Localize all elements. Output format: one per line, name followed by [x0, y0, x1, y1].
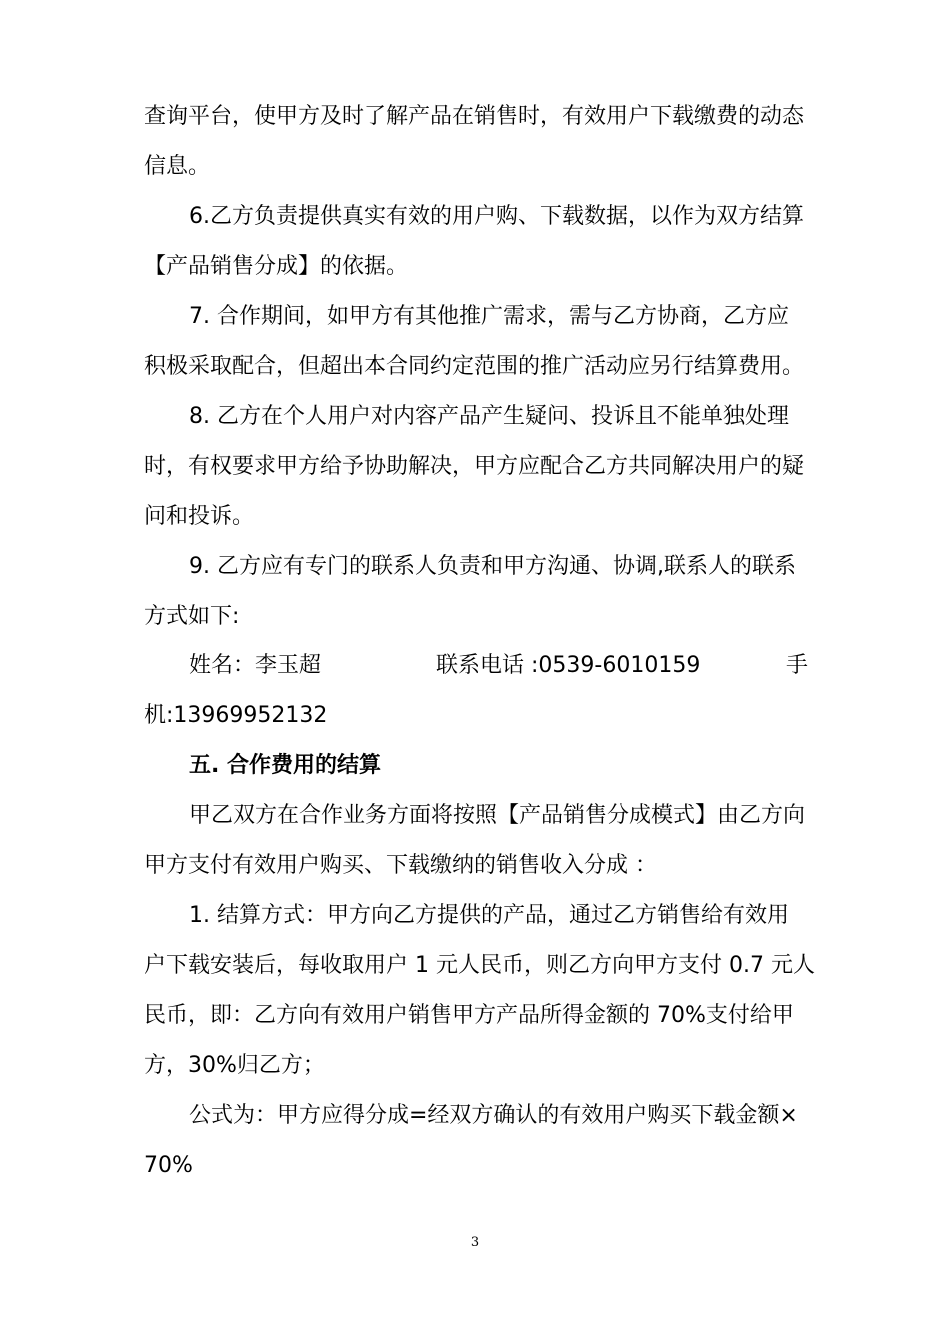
section-paragraph-line: 甲乙双方在合作业务方面将按照【产品销售分成模式】由乙方向	[189, 803, 806, 828]
contact-mobile: 机:13969952132	[144, 703, 328, 728]
clause-6-line: 6.乙方负责提供真实有效的用户购、下载数据，以作为双方结算	[189, 204, 804, 229]
clause-7-line: 积极采取配合，但超出本合同约定范围的推广活动应另行结算费用。	[144, 354, 805, 379]
settlement-method-line: 民币，即：乙方向有效用户销售甲方产品所得金额的 70%支付给甲	[144, 1003, 794, 1028]
clause-8-line: 问和投诉。	[144, 504, 255, 529]
clause-6-line: 【产品销售分成】的依据。	[144, 254, 409, 279]
settlement-method-line: 1. 结算方式：甲方向乙方提供的产品，通过乙方销售给有效用	[189, 903, 789, 928]
formula-line: 70%	[144, 1153, 193, 1178]
clause-8-line: 时，有权要求甲方给予协助解决，甲方应配合乙方共同解决用户的疑	[144, 454, 805, 479]
settlement-method-line: 户下载安装后，每收取用户 1 元人民币，则乙方向甲方支付 0.7 元人	[144, 953, 815, 978]
section-paragraph-line: 甲方支付有效用户购买、下载缴纳的销售收入分成 ：	[144, 853, 657, 878]
paragraph-line: 查询平台，使甲方及时了解产品在销售时，有效用户下载缴费的动态	[144, 104, 805, 129]
page-number: 3	[470, 1235, 480, 1250]
contact-name: 姓名：李玉超	[189, 653, 322, 678]
section-heading: 五. 合作费用的结算	[189, 753, 382, 778]
clause-9-line: 9. 乙方应有专门的联系人负责和甲方沟通、协调,联系人的联系	[189, 554, 796, 579]
paragraph-line: 信息。	[144, 154, 211, 179]
contact-phone: 联系电话 :0539-6010159	[436, 653, 701, 678]
formula-line: 公式为：甲方应得分成=经双方确认的有效用户购买下载金额×	[189, 1103, 798, 1128]
clause-7-line: 7. 合作期间，如甲方有其他推广需求，需与乙方协商，乙方应	[189, 304, 789, 329]
clause-8-line: 8. 乙方在个人用户对内容产品产生疑问、投诉且不能单独处理	[189, 404, 789, 429]
contact-mobile-prefix: 手	[786, 653, 809, 678]
clause-9-line: 方式如下:	[144, 604, 240, 629]
settlement-method-line: 方，30%归乙方；	[144, 1053, 325, 1078]
